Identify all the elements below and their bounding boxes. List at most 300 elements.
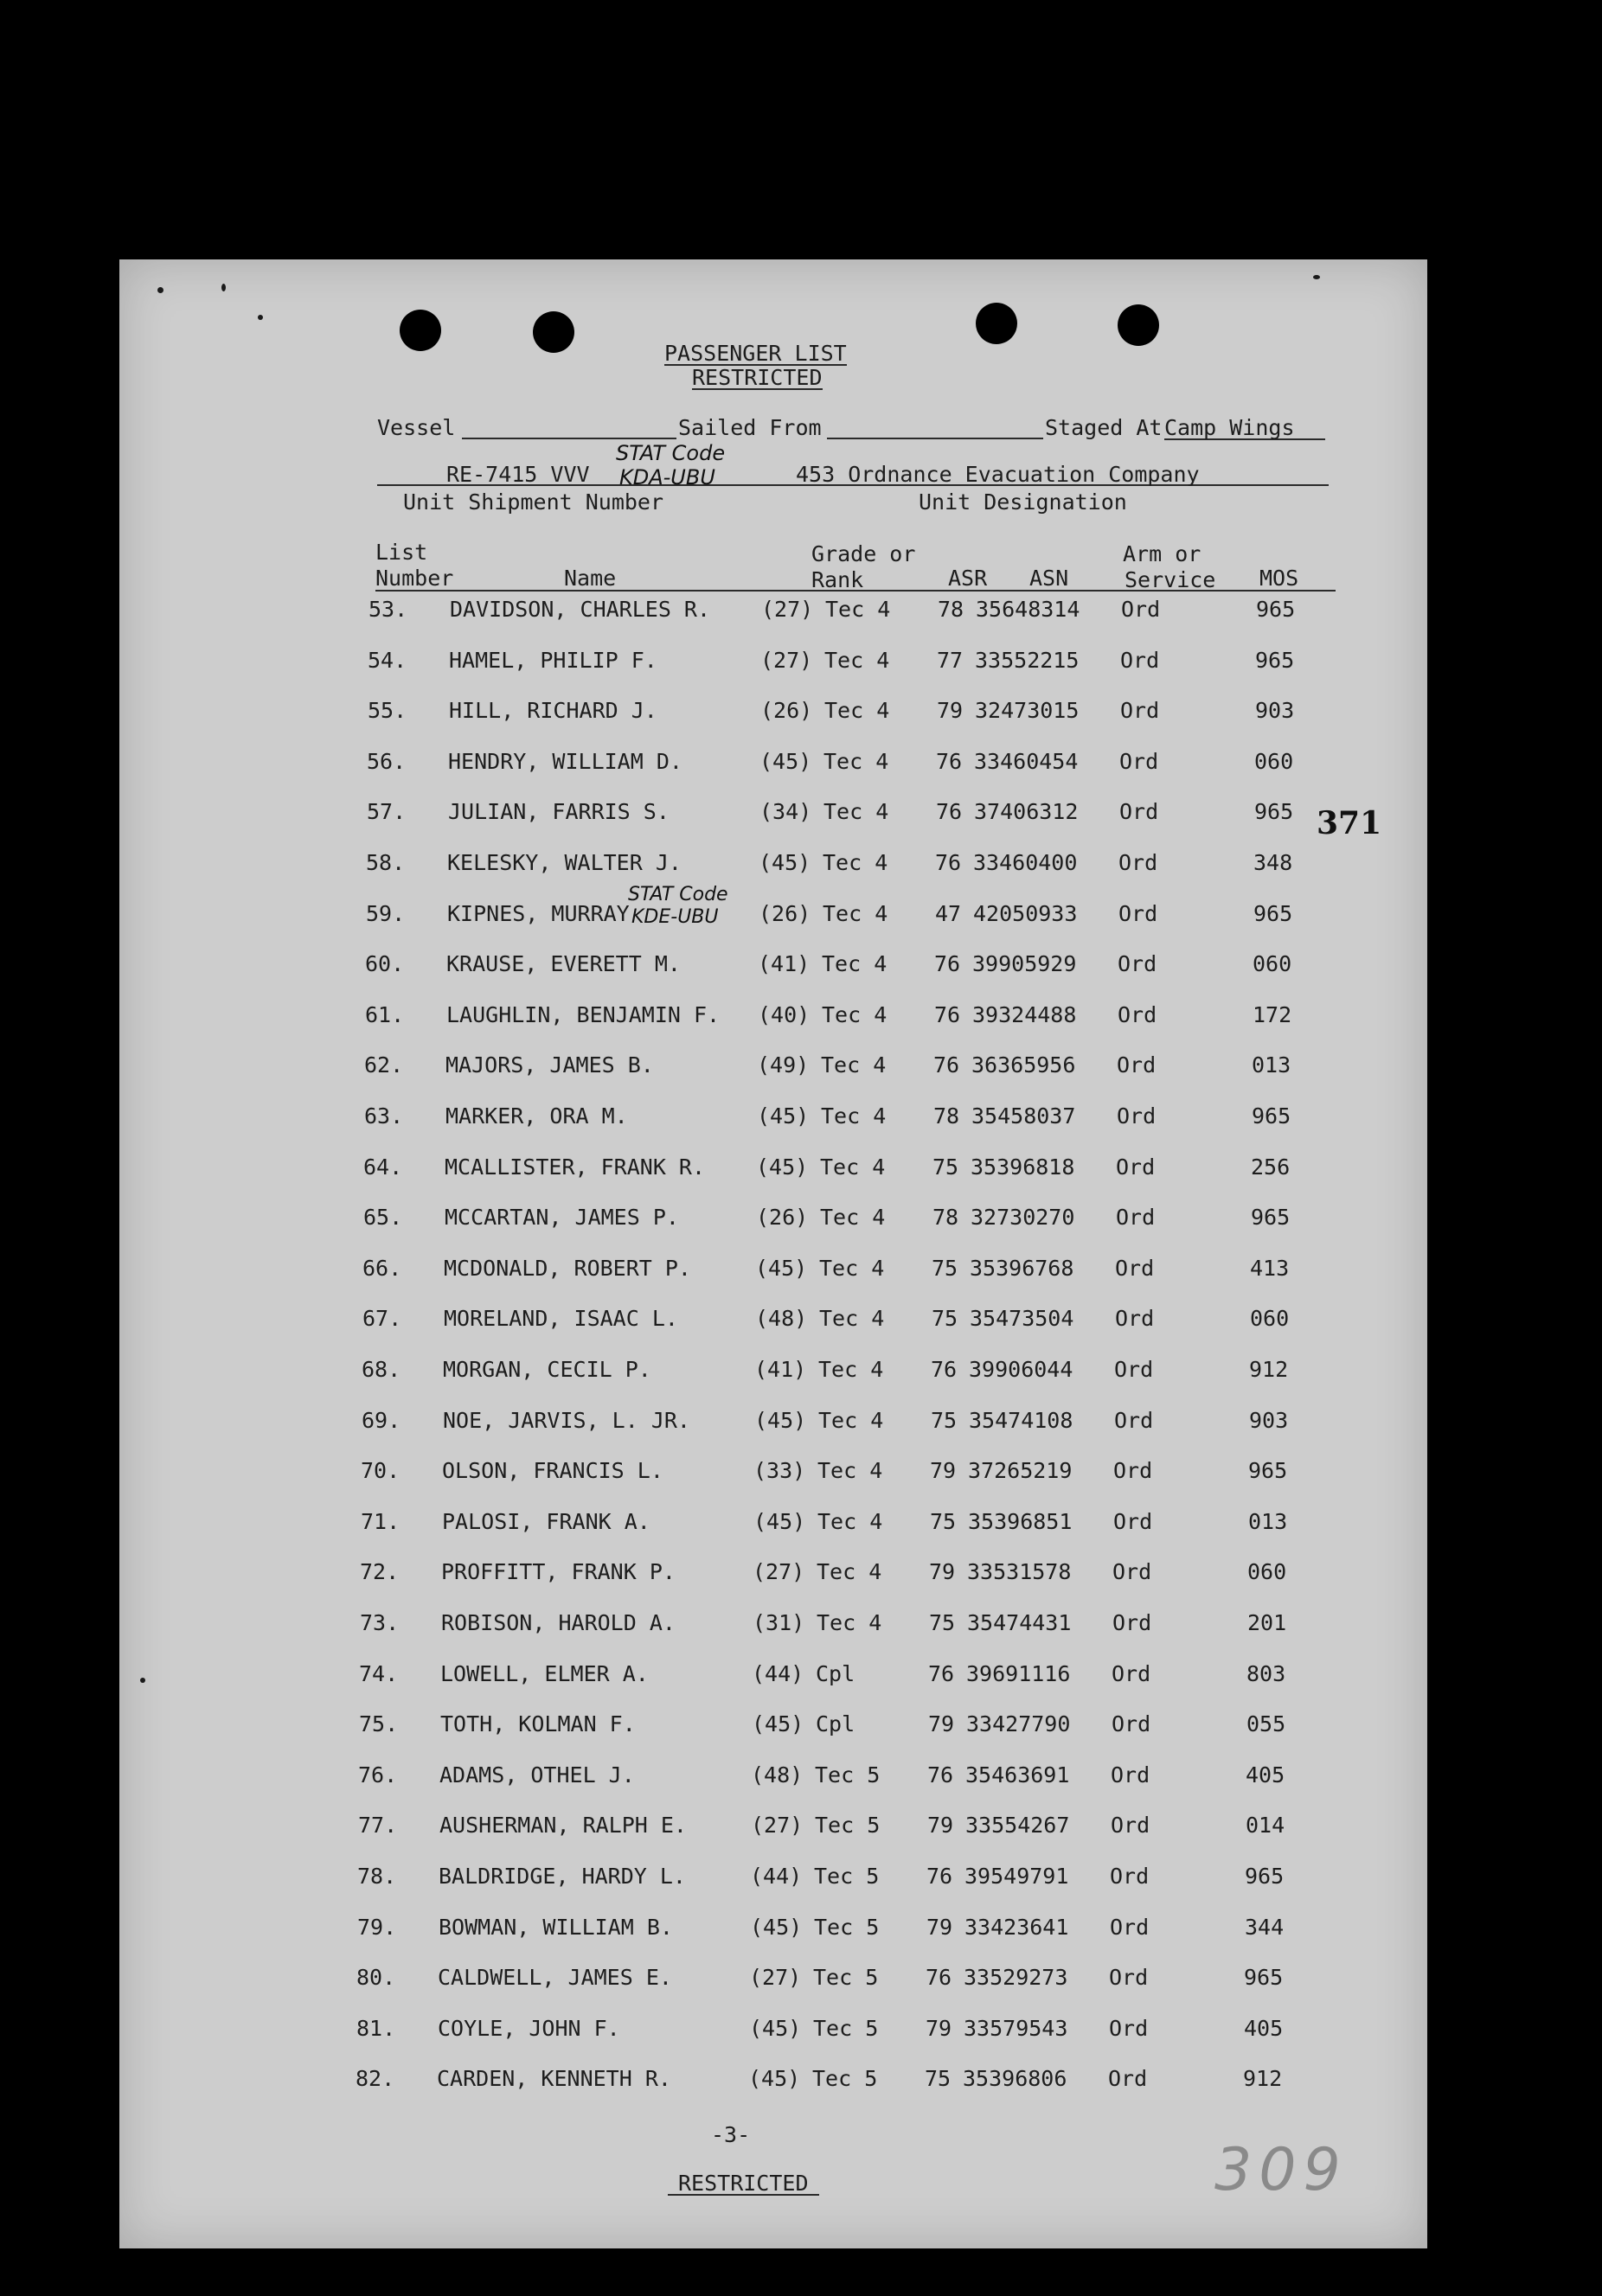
row-number: 74. — [359, 1661, 399, 1686]
passenger-mos: 344 — [1245, 1915, 1285, 1940]
passenger-grade: Cpl — [816, 1661, 855, 1686]
passenger-mos: 060 — [1254, 749, 1294, 774]
passenger-asn: 35474431 — [967, 1610, 1072, 1635]
passenger-asr: 76 — [928, 1661, 955, 1686]
row-number: 82. — [356, 2066, 395, 2091]
punch-hole — [400, 310, 441, 351]
passenger-name: DAVIDSON, CHARLES R. — [450, 597, 711, 622]
passenger-name: BOWMAN, WILLIAM B. — [439, 1915, 673, 1940]
passenger-mos: 965 — [1248, 1458, 1288, 1483]
passenger-asn: 37265219 — [968, 1458, 1073, 1483]
passenger-age: (31) — [753, 1610, 805, 1635]
row-number: 69. — [362, 1408, 401, 1433]
passenger-name: CARDEN, KENNETH R. — [437, 2066, 671, 2091]
passenger-mos: 172 — [1253, 1002, 1292, 1027]
sailed-from-blank — [827, 438, 1043, 439]
passenger-mos: 413 — [1250, 1256, 1290, 1281]
passenger-age: (27) — [749, 1965, 802, 1990]
passenger-asn: 32730270 — [971, 1205, 1075, 1230]
passenger-arm: Ord — [1119, 749, 1159, 774]
passenger-mos: 405 — [1244, 2016, 1284, 2041]
passenger-arm: Ord — [1115, 1306, 1155, 1331]
passenger-name: MORELAND, ISAAC L. — [444, 1306, 678, 1331]
passenger-asn: 35648314 — [976, 597, 1080, 622]
passenger-name: KRAUSE, EVERETT M. — [446, 951, 681, 976]
row-number: 66. — [362, 1256, 402, 1281]
passenger-asn: 35473504 — [970, 1306, 1074, 1331]
passenger-asn: 33423641 — [964, 1915, 1069, 1940]
table-row — [0, 1511, 1602, 1537]
table-row — [0, 2018, 1602, 2043]
passenger-arm: Ord — [1114, 1357, 1154, 1382]
passenger-age: (45) — [752, 1711, 804, 1736]
passenger-mos: 060 — [1250, 1306, 1290, 1331]
passenger-grade: Tec 4 — [820, 1205, 886, 1230]
passenger-name: MAJORS, JAMES B. — [445, 1052, 654, 1078]
passenger-mos: 803 — [1246, 1661, 1286, 1686]
passenger-arm: Ord — [1112, 1559, 1152, 1584]
passenger-age: (26) — [756, 1205, 809, 1230]
passenger-asr: 75 — [930, 1509, 957, 1534]
passenger-asn: 37406312 — [974, 799, 1079, 824]
passenger-asr: 76 — [926, 1864, 953, 1889]
table-row — [0, 598, 1602, 624]
passenger-asn: 39324488 — [972, 1002, 1077, 1027]
passenger-asn: 33554267 — [965, 1813, 1070, 1838]
passenger-grade: Tec 5 — [813, 2016, 879, 2041]
passenger-arm: Ord — [1110, 1864, 1150, 1889]
table-row — [0, 1308, 1602, 1333]
passenger-age: (48) — [751, 1762, 804, 1788]
passenger-name: KELESKY, WALTER J. — [447, 850, 682, 875]
passenger-asr: 79 — [926, 1915, 953, 1940]
stamped-number: 371 — [1317, 805, 1382, 841]
passenger-grade: Tec 4 — [825, 597, 891, 622]
passenger-name: OLSON, FRANCIS L. — [442, 1458, 663, 1483]
passenger-name: AUSHERMAN, RALPH E. — [439, 1813, 687, 1838]
passenger-mos: 965 — [1256, 597, 1296, 622]
passenger-mos: 256 — [1251, 1154, 1291, 1180]
passenger-age: (34) — [759, 799, 812, 824]
passenger-grade: Tec 4 — [817, 1509, 883, 1534]
passenger-age: (33) — [753, 1458, 806, 1483]
table-row — [0, 1713, 1602, 1739]
col-asn: ASN — [1029, 566, 1069, 591]
passenger-grade: Tec 4 — [823, 901, 888, 926]
passenger-asr: 76 — [926, 1965, 952, 1990]
passenger-asr: 79 — [928, 1711, 955, 1736]
passenger-mos: 965 — [1245, 1864, 1285, 1889]
col-mos: MOS — [1259, 566, 1299, 591]
passenger-age: (48) — [755, 1306, 808, 1331]
passenger-grade: Tec 5 — [813, 1965, 879, 1990]
unit-designation: 453 Ordnance Evacuation Company — [796, 462, 1200, 487]
table-row — [0, 1054, 1602, 1080]
passenger-name: KIPNES, MURRAY — [447, 901, 630, 926]
passenger-asr: 76 — [934, 1002, 961, 1027]
row-number: 76. — [358, 1762, 398, 1788]
passenger-asr: 75 — [932, 1306, 958, 1331]
passenger-name: HAMEL, PHILIP F. — [449, 648, 657, 673]
row-number: 68. — [362, 1357, 401, 1382]
passenger-name: LAUGHLIN, BENJAMIN F. — [446, 1002, 721, 1027]
table-row — [0, 1764, 1602, 1790]
passenger-asn: 39549791 — [964, 1864, 1069, 1889]
passenger-grade: Tec 4 — [817, 1559, 882, 1584]
passenger-age: (27) — [751, 1813, 804, 1838]
passenger-age: (45) — [757, 1103, 810, 1129]
passenger-asr: 79 — [930, 1458, 957, 1483]
passenger-grade: Tec 4 — [821, 1103, 887, 1129]
passenger-age: (27) — [761, 597, 814, 622]
table-row — [0, 751, 1602, 777]
row59-annotation-line1: STAT Code — [628, 884, 728, 905]
passenger-name: BALDRIDGE, HARDY L. — [439, 1864, 686, 1889]
passenger-mos: 965 — [1254, 799, 1294, 824]
passenger-arm: Ord — [1116, 1154, 1156, 1180]
passenger-grade: Tec 5 — [812, 2066, 878, 2091]
passenger-arm: Ord — [1117, 1052, 1157, 1078]
passenger-asr: 79 — [929, 1559, 956, 1584]
passenger-age: (26) — [760, 698, 813, 723]
passenger-age: (45) — [755, 1256, 808, 1281]
passenger-arm: Ord — [1120, 698, 1160, 723]
passenger-arm: Ord — [1116, 1205, 1156, 1230]
row-number: 78. — [357, 1864, 397, 1889]
passenger-age: (44) — [752, 1661, 804, 1686]
passenger-asr: 75 — [932, 1154, 959, 1180]
punch-hole — [533, 311, 574, 353]
table-row — [0, 2068, 1602, 2094]
passenger-asn: 36365956 — [971, 1052, 1076, 1078]
passenger-grade: Tec 4 — [818, 1357, 884, 1382]
passenger-mos: 965 — [1252, 1103, 1291, 1129]
col-name: Name — [564, 566, 617, 591]
row-number: 64. — [363, 1154, 403, 1180]
passenger-arm: Ord — [1112, 1610, 1152, 1635]
passenger-arm: Ord — [1120, 648, 1160, 673]
vessel-blank — [462, 438, 676, 439]
passenger-asn: 42050933 — [973, 901, 1078, 926]
passenger-age: (41) — [758, 951, 811, 976]
row-number: 59. — [366, 901, 406, 926]
punch-hole — [1118, 304, 1159, 346]
table-row — [0, 852, 1602, 878]
passenger-mos: 201 — [1247, 1610, 1287, 1635]
shipment-number-label: Unit Shipment Number — [403, 489, 664, 515]
passenger-mos: 014 — [1246, 1813, 1285, 1838]
passenger-grade: Tec 4 — [819, 1306, 885, 1331]
passenger-grade: Tec 5 — [814, 1864, 880, 1889]
passenger-asn: 33531578 — [967, 1559, 1072, 1584]
passenger-name: PALOSI, FRANK A. — [442, 1509, 650, 1534]
row-number: 75. — [359, 1711, 399, 1736]
table-row — [0, 1460, 1602, 1486]
shipment-annotation-line2: KDA-UBU — [619, 465, 715, 489]
passenger-asr: 75 — [932, 1256, 958, 1281]
passenger-grade: Tec 5 — [814, 1915, 880, 1940]
passenger-asr: 76 — [935, 850, 962, 875]
table-row — [0, 1410, 1602, 1436]
classification-bottom: RESTRICTED — [668, 2172, 819, 2196]
col-arm-top: Arm or — [1123, 541, 1202, 566]
passenger-asr: 78 — [932, 1205, 959, 1230]
row-number: 70. — [361, 1458, 400, 1483]
passenger-asn: 35458037 — [971, 1103, 1076, 1129]
passenger-age: (40) — [758, 1002, 811, 1027]
passenger-mos: 965 — [1244, 1965, 1284, 1990]
passenger-mos: 013 — [1252, 1052, 1291, 1078]
passenger-name: MARKER, ORA M. — [445, 1103, 628, 1129]
shipment-annotation-line1: STAT Code — [616, 441, 726, 465]
passenger-arm: Ord — [1109, 1965, 1149, 1990]
staged-at-label: Staged At — [1045, 415, 1163, 440]
passenger-mos: 405 — [1246, 1762, 1285, 1788]
passenger-mos: 060 — [1247, 1559, 1287, 1584]
passenger-grade: Tec 4 — [822, 951, 888, 976]
row-number: 58. — [366, 850, 406, 875]
passenger-name: ADAMS, OTHEL J. — [439, 1762, 635, 1788]
passenger-arm: Ord — [1121, 597, 1161, 622]
row-number: 62. — [364, 1052, 404, 1078]
table-row — [0, 1156, 1602, 1182]
document-page — [119, 259, 1427, 2248]
passenger-mos: 912 — [1243, 2066, 1283, 2091]
passenger-arm: Ord — [1118, 901, 1158, 926]
passenger-age: (45) — [750, 1915, 803, 1940]
passenger-asn: 35396818 — [971, 1154, 1075, 1180]
passenger-age: (49) — [757, 1052, 810, 1078]
speck — [258, 315, 263, 320]
col-grade-top: Grade or — [811, 541, 916, 566]
row-number: 63. — [364, 1103, 404, 1129]
row-number: 54. — [368, 648, 407, 673]
row-number: 77. — [358, 1813, 398, 1838]
document-title: PASSENGER LIST — [664, 341, 847, 366]
passenger-asr: 79 — [927, 1813, 954, 1838]
passenger-mos: 013 — [1248, 1509, 1288, 1534]
passenger-arm: Ord — [1111, 1762, 1150, 1788]
passenger-age: (44) — [750, 1864, 803, 1889]
passenger-asn: 35396851 — [968, 1509, 1073, 1534]
row-number: 72. — [360, 1559, 400, 1584]
row59-annotation-line2: KDE-UBU — [631, 906, 719, 928]
passenger-arm: Ord — [1118, 951, 1157, 976]
row-number: 65. — [363, 1205, 403, 1230]
passenger-arm: Ord — [1110, 1915, 1150, 1940]
passenger-arm: Ord — [1112, 1711, 1151, 1736]
page-number: -3- — [711, 2122, 751, 2147]
passenger-age: (45) — [754, 1408, 807, 1433]
passenger-arm: Ord — [1115, 1256, 1155, 1281]
row-number: 81. — [356, 2016, 396, 2041]
table-row — [0, 1612, 1602, 1638]
passenger-mos: 912 — [1249, 1357, 1289, 1382]
table-row — [0, 1359, 1602, 1385]
passenger-asn: 33529273 — [964, 1965, 1068, 1990]
table-row — [0, 1967, 1602, 1992]
row-number: 80. — [356, 1965, 396, 1990]
passenger-age: (27) — [753, 1559, 805, 1584]
passenger-asr: 76 — [933, 1052, 960, 1078]
passenger-arm: Ord — [1109, 2016, 1149, 2041]
table-row — [0, 1257, 1602, 1283]
passenger-age: (27) — [760, 648, 813, 673]
table-row — [0, 700, 1602, 726]
row-number: 61. — [365, 1002, 405, 1027]
row-number: 57. — [367, 799, 407, 824]
table-row — [0, 1105, 1602, 1131]
passenger-mos: 348 — [1253, 850, 1293, 875]
passenger-mos: 965 — [1251, 1205, 1291, 1230]
passenger-asr: 78 — [938, 597, 964, 622]
passenger-arm: Ord — [1119, 799, 1159, 824]
speck — [1313, 275, 1320, 279]
passenger-name: MCCARTAN, JAMES P. — [445, 1205, 679, 1230]
passenger-name: COYLE, JOHN F. — [438, 2016, 620, 2041]
passenger-asr: 79 — [926, 2016, 952, 2041]
passenger-asr: 75 — [929, 1610, 956, 1635]
handwritten-number: 309 — [1214, 2136, 1348, 2204]
passenger-grade: Tec 4 — [818, 1408, 884, 1433]
passenger-age: (45) — [759, 850, 811, 875]
passenger-asr: 77 — [937, 648, 964, 673]
passenger-mos: 903 — [1249, 1408, 1289, 1433]
row-number: 53. — [368, 597, 408, 622]
passenger-name: ROBISON, HAROLD A. — [441, 1610, 676, 1635]
passenger-grade: Tec 4 — [823, 799, 889, 824]
classification-top: RESTRICTED — [692, 365, 823, 390]
passenger-asn: 39906044 — [969, 1357, 1073, 1382]
passenger-grade: Tec 5 — [815, 1762, 881, 1788]
table-row — [0, 649, 1602, 675]
punch-hole — [976, 303, 1017, 344]
passenger-age: (45) — [756, 1154, 809, 1180]
speck — [157, 287, 163, 293]
passenger-arm: Ord — [1113, 1458, 1153, 1483]
passenger-age: (45) — [749, 2016, 802, 2041]
table-row — [0, 1206, 1602, 1232]
passenger-asr: 75 — [925, 2066, 952, 2091]
passenger-asr: 75 — [931, 1408, 958, 1433]
passenger-mos: 060 — [1253, 951, 1292, 976]
unit-designation-label: Unit Designation — [919, 489, 1127, 515]
passenger-age: (26) — [759, 901, 811, 926]
passenger-asn: 33579543 — [964, 2016, 1068, 2041]
passenger-grade: Cpl — [816, 1711, 855, 1736]
passenger-asr: 78 — [933, 1103, 960, 1129]
passenger-mos: 055 — [1246, 1711, 1286, 1736]
passenger-asn: 35396768 — [970, 1256, 1074, 1281]
row-number: 55. — [368, 698, 407, 723]
table-row — [0, 1814, 1602, 1840]
passenger-grade: Tec 5 — [815, 1813, 881, 1838]
table-row — [0, 1663, 1602, 1689]
passenger-arm: Ord — [1111, 1813, 1150, 1838]
passenger-grade: Tec 4 — [817, 1458, 883, 1483]
passenger-asr: 76 — [931, 1357, 958, 1382]
row-number: 79. — [357, 1915, 397, 1940]
passenger-age: (41) — [754, 1357, 807, 1382]
passenger-asr: 76 — [934, 951, 961, 976]
passenger-age: (45) — [759, 749, 812, 774]
table-row — [0, 903, 1602, 929]
vessel-label: Vessel — [377, 415, 456, 440]
passenger-asn: 35474108 — [969, 1408, 1073, 1433]
passenger-name: MORGAN, CECIL P. — [443, 1357, 651, 1382]
passenger-age: (45) — [753, 1509, 806, 1534]
passenger-asn: 35463691 — [965, 1762, 1070, 1788]
passenger-asn: 35396806 — [963, 2066, 1067, 2091]
passenger-asr: 79 — [937, 698, 964, 723]
shipment-number: RE-7415 VVV — [446, 462, 590, 487]
passenger-asn: 39691116 — [966, 1661, 1071, 1686]
passenger-name: PROFFITT, FRANK P. — [441, 1559, 676, 1584]
col-list-top: List — [375, 540, 428, 565]
passenger-name: TOTH, KOLMAN F. — [440, 1711, 636, 1736]
passenger-name: MCDONALD, ROBERT P. — [444, 1256, 691, 1281]
table-row — [0, 1916, 1602, 1942]
table-row — [0, 1865, 1602, 1891]
passenger-name: NOE, JARVIS, L. JR. — [443, 1408, 690, 1433]
row-number: 71. — [361, 1509, 400, 1534]
passenger-arm: Ord — [1114, 1408, 1154, 1433]
passenger-asr: 47 — [935, 901, 962, 926]
col-list-bottom: Number — [375, 566, 454, 591]
passenger-grade: Tec 4 — [817, 1610, 882, 1635]
row-number: 56. — [367, 749, 407, 774]
passenger-grade: Tec 4 — [823, 850, 888, 875]
passenger-age: (45) — [748, 2066, 801, 2091]
passenger-arm: Ord — [1118, 850, 1158, 875]
passenger-name: LOWELL, ELMER A. — [440, 1661, 649, 1686]
table-row — [0, 1561, 1602, 1587]
speck — [221, 284, 226, 291]
passenger-asr: 76 — [927, 1762, 954, 1788]
passenger-grade: Tec 4 — [822, 1002, 888, 1027]
passenger-name: CALDWELL, JAMES E. — [438, 1965, 672, 1990]
passenger-arm: Ord — [1112, 1661, 1151, 1686]
col-grade-bottom: Rank — [811, 567, 864, 592]
passenger-grade: Tec 4 — [824, 698, 890, 723]
passenger-name: HILL, RICHARD J. — [449, 698, 657, 723]
passenger-asn: 39905929 — [972, 951, 1077, 976]
passenger-asr: 76 — [936, 749, 963, 774]
passenger-grade: Tec 4 — [820, 1154, 886, 1180]
staged-at-value: Camp Wings — [1164, 417, 1325, 440]
passenger-name: JULIAN, FARRIS S. — [448, 799, 670, 824]
passenger-asn: 33552215 — [975, 648, 1080, 673]
row-number: 60. — [365, 951, 405, 976]
passenger-asn: 33427790 — [966, 1711, 1071, 1736]
passenger-grade: Tec 4 — [819, 1256, 885, 1281]
passenger-mos: 965 — [1255, 648, 1295, 673]
col-asr: ASR — [948, 566, 988, 591]
passenger-asr: 76 — [936, 799, 963, 824]
sailed-from-label: Sailed From — [678, 415, 822, 440]
passenger-arm: Ord — [1118, 1002, 1157, 1027]
passenger-grade: Tec 4 — [821, 1052, 887, 1078]
passenger-asn: 32473015 — [975, 698, 1080, 723]
passenger-arm: Ord — [1113, 1509, 1153, 1534]
passenger-mos: 965 — [1253, 901, 1293, 926]
passenger-arm: Ord — [1108, 2066, 1148, 2091]
row-number: 73. — [360, 1610, 400, 1635]
passenger-asn: 33460454 — [974, 749, 1079, 774]
passenger-arm: Ord — [1117, 1103, 1157, 1129]
passenger-grade: Tec 4 — [823, 749, 889, 774]
passenger-mos: 903 — [1255, 698, 1295, 723]
